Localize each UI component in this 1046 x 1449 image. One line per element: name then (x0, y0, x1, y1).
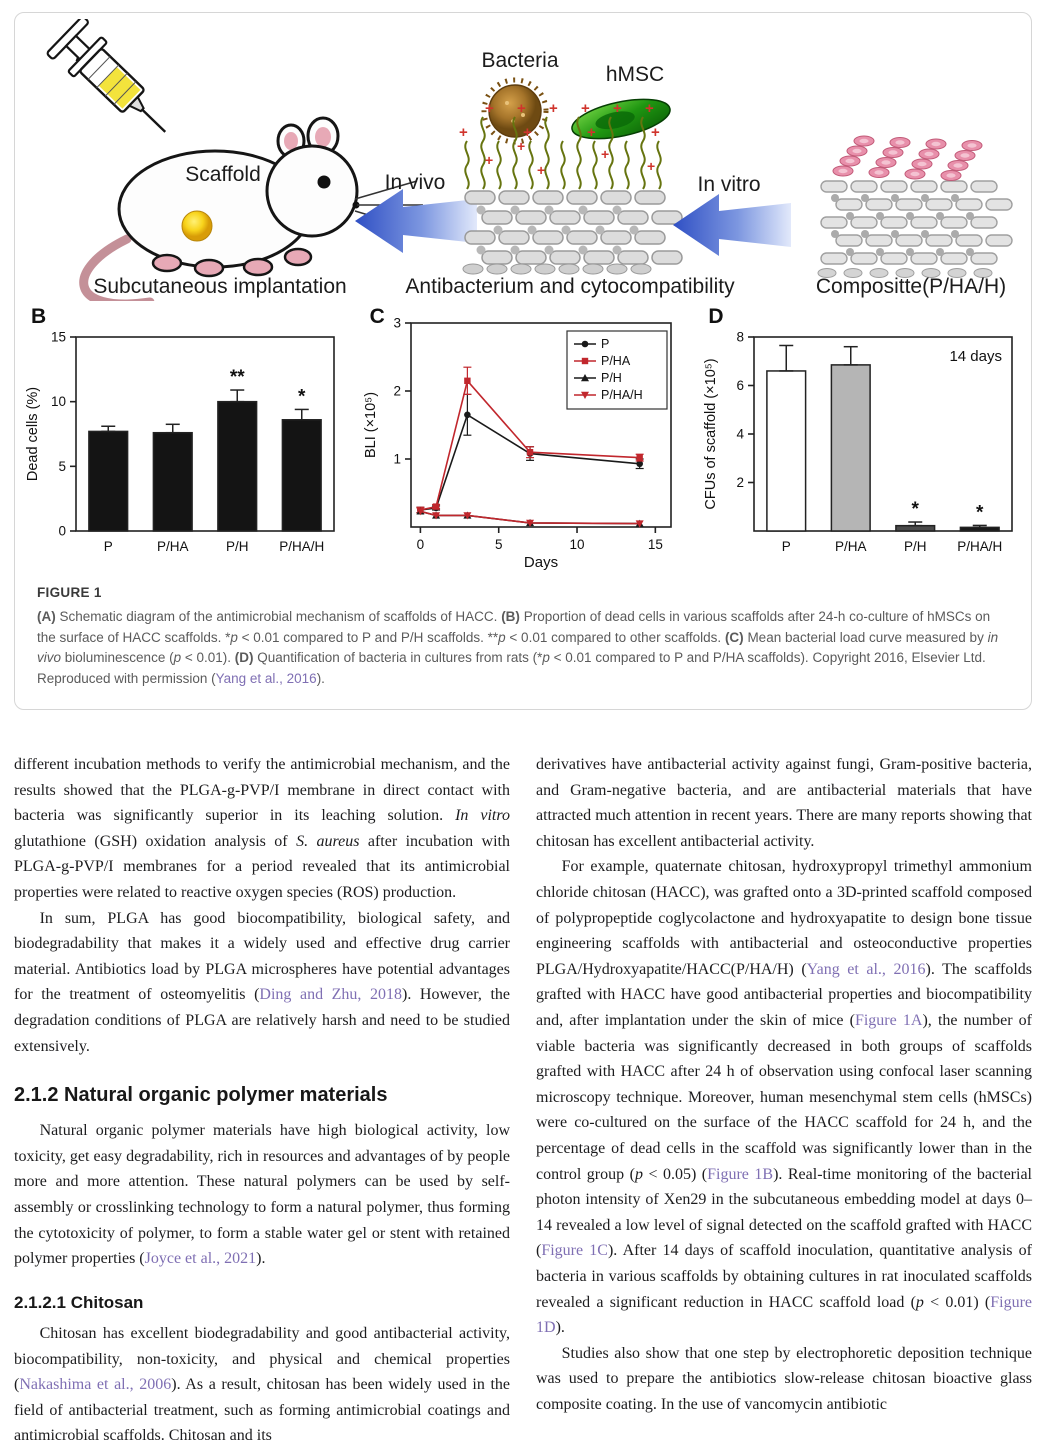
line-chart-bli (361, 303, 685, 575)
bar-chart-dead-cells (22, 303, 346, 575)
mouse-illustration (84, 118, 423, 301)
svg-text:0: 0 (58, 523, 67, 539)
svg-text:15: 15 (647, 537, 663, 552)
svg-text:+: + (587, 124, 596, 141)
right-column (536, 752, 1032, 1449)
figure-1-card (14, 12, 1032, 710)
in-vitro-arrow-icon (673, 194, 791, 256)
svg-text:+: + (517, 138, 526, 154)
svg-text:15: 15 (51, 329, 67, 345)
svg-text:2: 2 (393, 383, 401, 399)
citation-link[interactable]: Ding and Zhu, 2018 (259, 986, 402, 1004)
svg-text:Dead cells (%): Dead cells (%) (25, 386, 42, 482)
svg-text:4: 4 (736, 426, 744, 442)
paragraph: For example, quaternate chitosan, hydroxypropyl trimethyl ammonium chloride chitosan (HACC), was grafted onto a 3D-printed scaffold composed of polypropeptide coglycolactone and hydroxyapatite to design bone tissue engineering scaffolds with antibacterial and osteoconductive properties PLGA/Hydroxyapatite/HACC(P/HA/H) (Yang et al., 2016). The scaffolds grafted with HACC have good antibacterial properties and biocompatibility and, after implantation under the skin of mice (Figure 1A), the number of viable bacteria was significantly decreased in both groups of scaffolds grafted with HACC after 24 h of observation using confocal laser scanning microscopy technique. Moreover, human mesenchymal stem cells (hMSCs) were co-cultured on the surface of the HACC scaffold for 24 h, and the percentage of dead cells in the scaffold was significantly lower than in the control group (p < 0.05) (Figure 1B). Real-time monitoring of the bacterial photon intensity of Xen29 in the subcutaneous embedding model at days 0–14 revealed a low level of signal detected on the scaffold grafted with HACC (Figure 1C). After 14 days of scaffold inoculation, quantitative analysis of bacteria in various scaffolds by obtaining cultures in rat inoculated scaffolds revealed a significant reduction in HACC scaffold load (p < 0.01) (Figure 1D). (536, 858, 1033, 1337)
left-column (14, 752, 510, 1449)
antibacterium-label: Antibacterium and cytocompatibility (405, 275, 735, 298)
svg-text:5: 5 (494, 537, 503, 552)
citation-link[interactable]: Figure 1D (536, 1293, 1032, 1337)
citation-link[interactable]: Figure 1B (707, 1165, 774, 1183)
svg-text:P/HA: P/HA (834, 539, 867, 554)
svg-text:+: + (459, 124, 468, 141)
citation-link[interactable]: Yang et al., 2016 (806, 960, 926, 978)
svg-text:P/H: P/H (601, 371, 622, 385)
citation-link[interactable]: Figure 1C (541, 1242, 608, 1260)
svg-text:BLI (×10⁵): BLI (×10⁵) (363, 391, 379, 459)
svg-text:+: + (485, 100, 494, 117)
citation-link[interactable]: Joyce et al., 2021 (144, 1250, 257, 1268)
chart-dead-cells (15, 303, 354, 575)
svg-text:+: + (549, 100, 558, 117)
figure-panels-bcd (15, 303, 1031, 575)
svg-text:+: + (647, 158, 656, 174)
chart-bli (354, 303, 693, 575)
svg-text:P/HA: P/HA (157, 539, 189, 554)
svg-text:P/HA/H: P/HA/H (956, 539, 1002, 554)
panel-label-b: B (31, 305, 47, 328)
svg-text:P/HA/H: P/HA/H (279, 539, 325, 554)
svg-text:P/H: P/H (903, 539, 927, 554)
subcutaneous-implantation-label: Subcutaneous implantation (93, 275, 347, 298)
svg-text:+: + (651, 124, 660, 141)
panel-label-d: D (708, 305, 724, 328)
svg-text:P/HA: P/HA (601, 354, 631, 368)
svg-text:**: ** (230, 367, 245, 389)
svg-text:P/H: P/H (226, 539, 249, 554)
section-heading-2-1-2: 2.1.2 Natural organic polymer materials (14, 1084, 388, 1107)
citation-link[interactable]: Figure 1A (854, 1012, 923, 1029)
svg-text:P: P (781, 539, 791, 554)
citation-link[interactable]: Yang et al., 2016 (215, 670, 317, 686)
svg-text:Days: Days (523, 554, 559, 571)
scaffold-label: Scaffold (185, 163, 261, 186)
paragraph: Studies also show that one step by electrophoretic deposition technique was used to prepare the antibiotics slow-release chitosan bioactive glass composite coating. In the use of vancomycin antibiotic (536, 1344, 1032, 1413)
svg-text:+: + (613, 100, 622, 117)
svg-text:8: 8 (736, 329, 744, 345)
bar-chart-cfus (700, 303, 1024, 575)
svg-text:5: 5 (58, 458, 67, 474)
svg-text:+: + (581, 100, 590, 117)
panel-label-c: C (369, 305, 385, 328)
svg-text:+: + (537, 162, 546, 178)
svg-text:1: 1 (393, 451, 401, 467)
syringe-icon (46, 19, 183, 151)
paragraph: Chitosan has excellent biodegradability and good antibacterial activity, biocompatibility, non-toxicity, and physical and chemical properties (Nakashima et al., 2006). As a result, chitosan has been widely used in the field of antibacterial treatment, such as forming antimicrobial coatings and antimicrobial scaffolds. Chitosan and its (14, 1325, 510, 1445)
in-vivo-arrow-icon (355, 189, 477, 253)
svg-text:6: 6 (736, 378, 744, 393)
svg-text:+: + (645, 100, 654, 117)
svg-text:P/HA/H: P/HA/H (601, 388, 643, 402)
svg-text:P: P (601, 337, 610, 351)
article-page (0, 12, 1046, 1444)
svg-text:14 days: 14 days (949, 348, 1002, 365)
svg-text:10: 10 (569, 537, 585, 552)
svg-text:+: + (523, 124, 532, 141)
hmsc-label: hMSC (605, 63, 665, 86)
chart-cfus (692, 303, 1031, 575)
bacteria-label: Bacteria (481, 49, 559, 72)
figure-caption-heading: FIGURE 1 (37, 585, 102, 600)
svg-text:3: 3 (393, 315, 401, 331)
svg-text:*: * (975, 502, 984, 524)
figure-caption (15, 575, 1031, 709)
svg-text:+: + (485, 152, 494, 168)
svg-text:P: P (104, 539, 114, 554)
citation-link[interactable]: Nakashima et al., 2006 (19, 1376, 172, 1394)
svg-text:+: + (601, 146, 610, 162)
in-vivo-label: In vivo (384, 171, 446, 194)
paragraph: Natural organic polymer materials have high biological activity, low toxicity, get easy degradability, rich in resources and advantages of by people more and more attention. These natural polymers can be used by self-assembly or crosslinking technology to form a natural polymer, thus forming the cytotoxicity of polymer, to form a stable water gel or stent with retained polymer properties (Joyce et al., 2021). (14, 1122, 510, 1268)
svg-text:+: + (517, 100, 526, 117)
composite-scaffold-illustration (818, 136, 1012, 278)
svg-text:10: 10 (51, 394, 67, 410)
svg-text:0: 0 (416, 537, 425, 552)
svg-text:2: 2 (736, 475, 744, 490)
paragraph: In sum, PLGA has good biocompatibility, biological safety, and biodegradability that makes it a widely used and effective drug carrier material. Antibiotics load by PLGA microspheres have potential advantages for the treatment of osteomyelitis (Ding and Zhu, 2018). However, the degradation conditions of PLGA are relatively harsh and need to be studied extensively. (14, 909, 511, 1055)
paragraph: different incubation methods to verify the antimicrobial mechanism, and the results showed that the PLGA-g-PVP/I membrane in direct contact with bacteria was significantly superior in its leaching solution. In vitro glutathione (GSH) oxidation analysis of S. aureus after incubation with PLGA-g-PVP/I membranes for a period revealed that its antimicrobial properties were related to reactive oxygen species (ROS) production. (14, 756, 510, 902)
section-heading-2-1-2-1: 2.1.2.1 Chitosan (14, 1292, 144, 1312)
article-body (0, 752, 1046, 1449)
figure-caption-text: (A) Schematic diagram of the antimicrobial mechanism of scaffolds of HACC. (B) Proportion of dead cells in various scaffolds after 24-h co-culture of hMSCs on the surface of HACC scaffolds. *p < 0.01 compared to P and P/H scaffolds. **p < 0.01 compared to other scaffolds. (C) Mean bacterial load curve measured by in vivo bioluminescence (p < 0.01). (D) Quantification of bacteria in cultures from rats (*p < 0.01 compared to P and P/HA scaffolds). Copyright 2016, Elsevier Ltd. Reproduced with permission (Yang et al., 2016). (37, 609, 999, 686)
figure-panel-a (15, 19, 1031, 301)
svg-text:CFUs of scaffold (×10⁵): CFUs of scaffold (×10⁵) (702, 358, 719, 510)
paragraph: derivatives have antibacterial activity against fungi, Gram-positive bacteria, and Gram-negative bacteria, and are antibacterial materials that have attracted much attention in recent years. There are many reports showing that chitosan has excellent antibacterial activity. (536, 756, 1032, 850)
composite-label: Compositte(P/HA/H) (815, 275, 1007, 298)
scaffold-implant-dot (182, 211, 212, 241)
svg-text:*: * (298, 386, 306, 408)
svg-text:*: * (911, 499, 919, 521)
in-vitro-label: In vitro (697, 173, 761, 196)
